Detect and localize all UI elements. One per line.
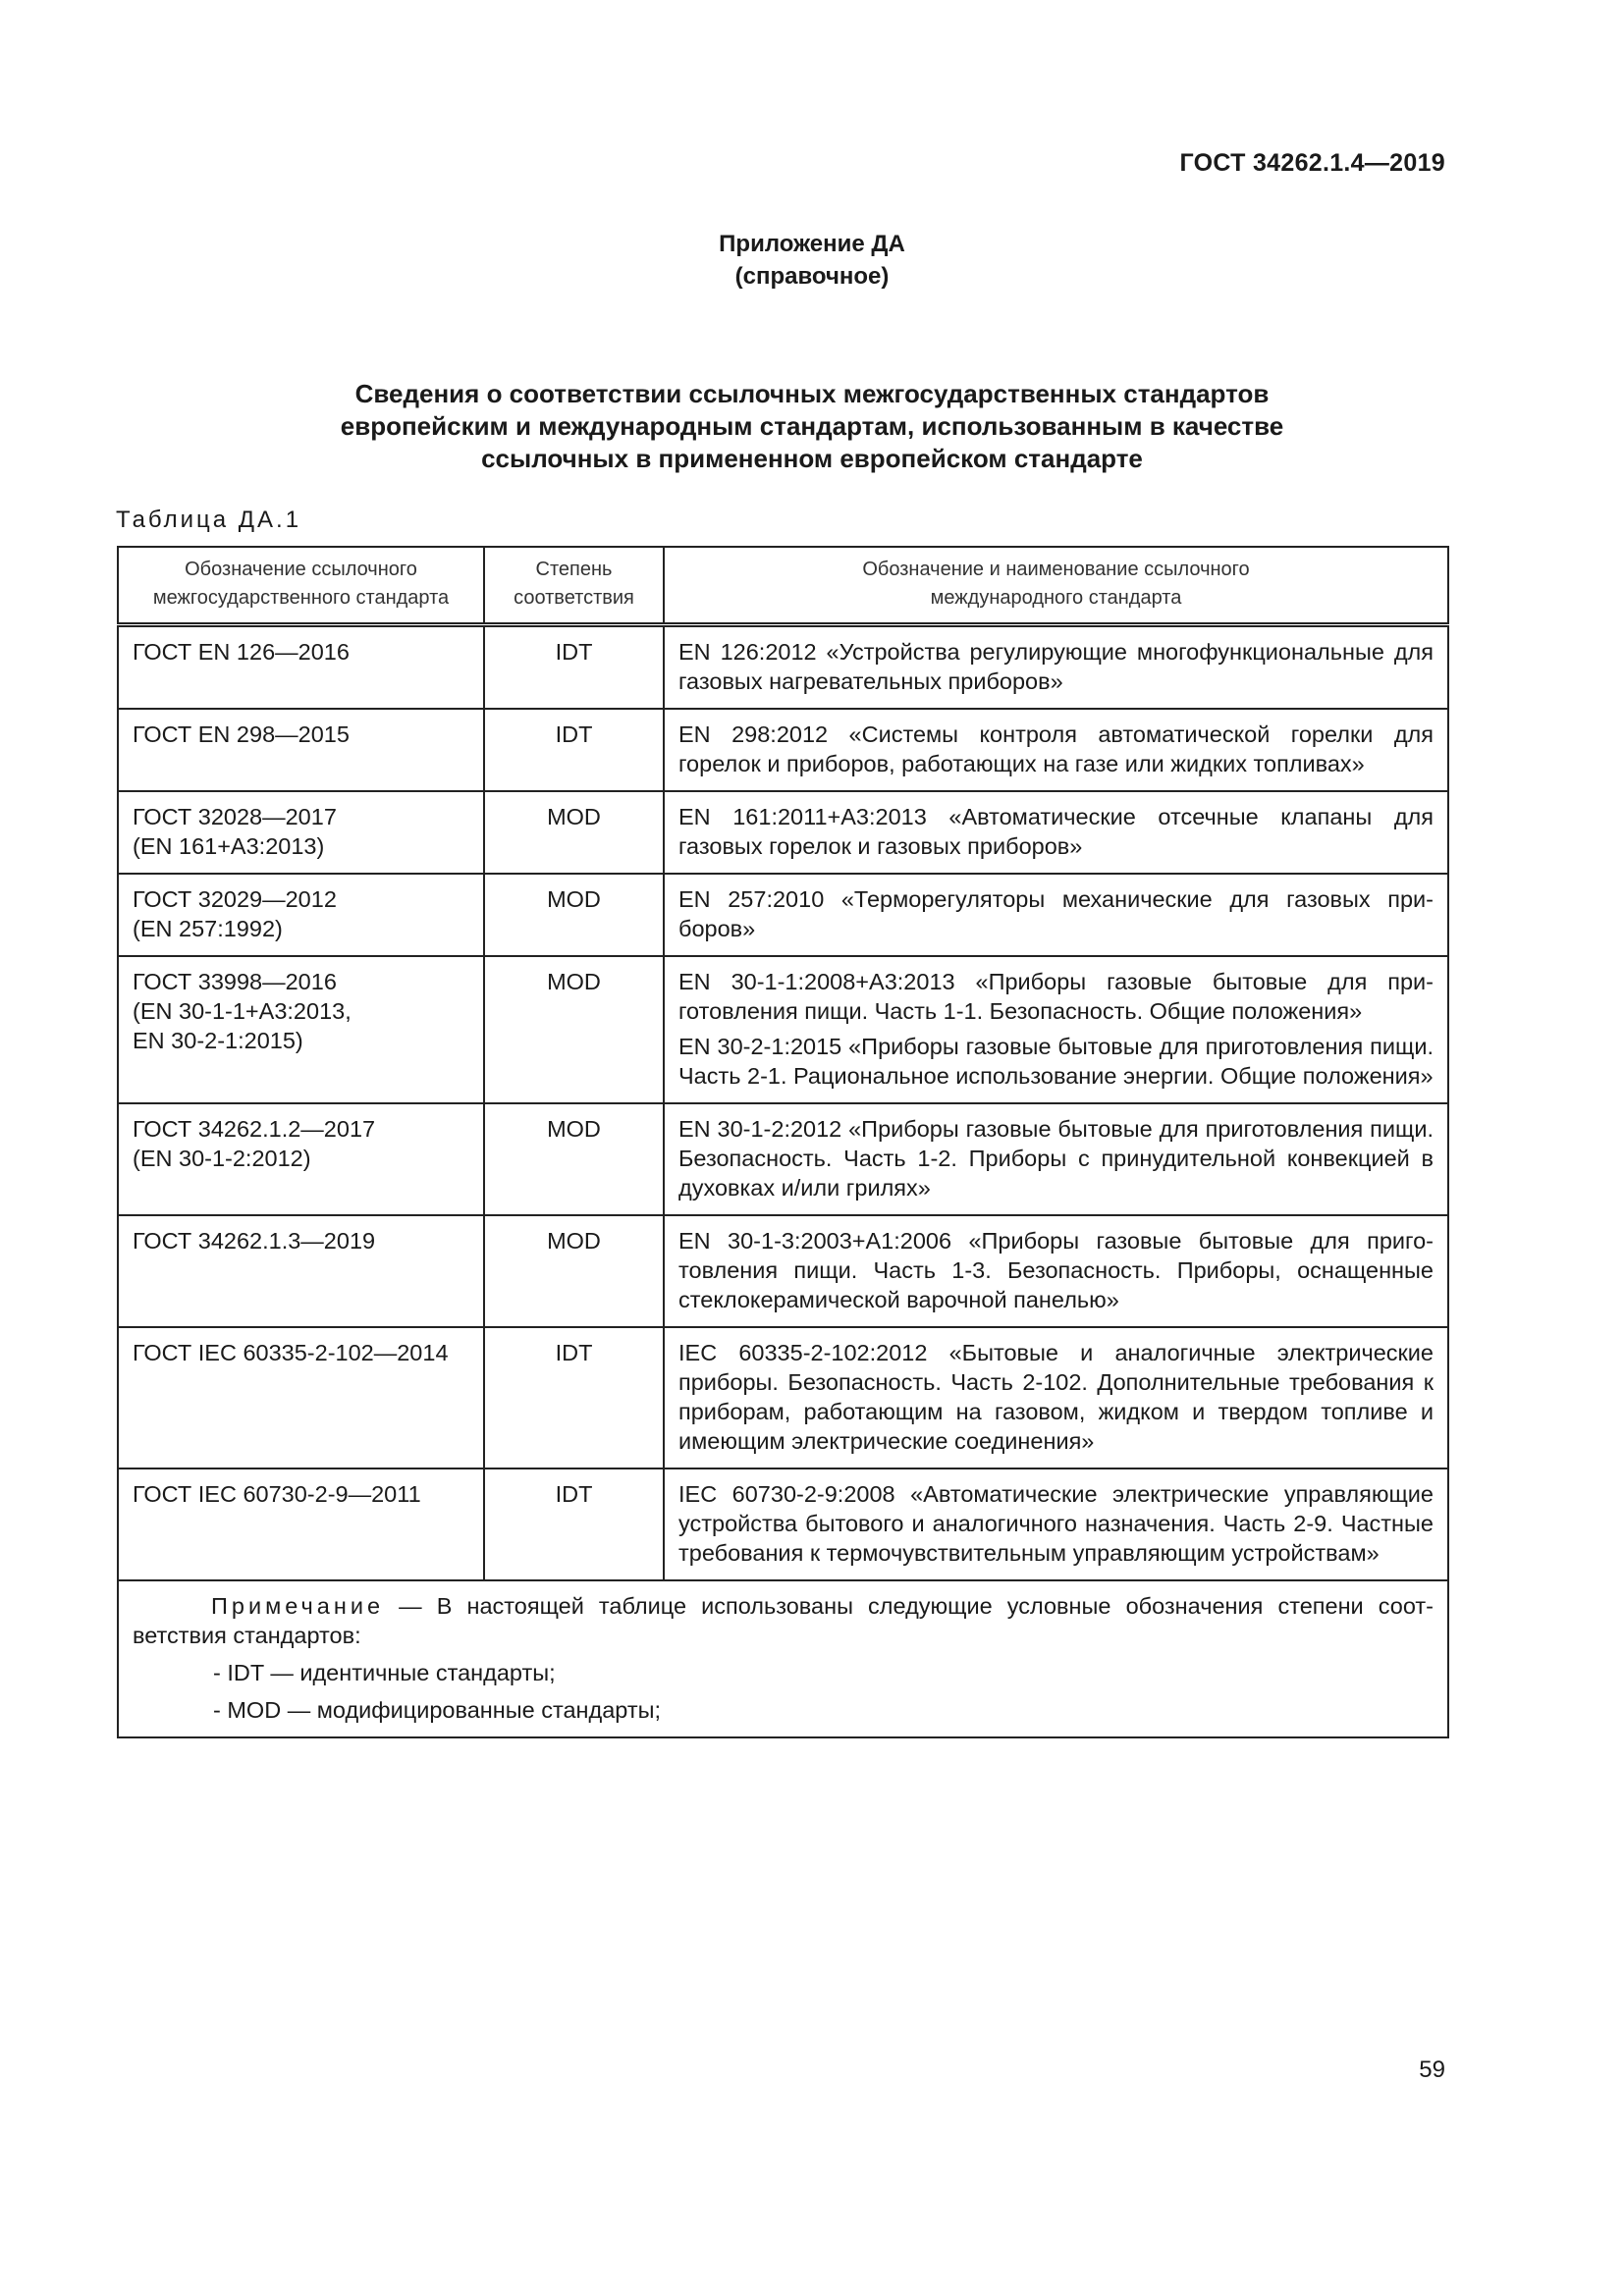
gost-designation-cell xyxy=(118,625,484,710)
degree-cell: IDT xyxy=(484,1468,664,1580)
international-standard-cell xyxy=(664,874,1448,956)
international-standard-text: IEC 60335-2-102:2012 «Бытовые и аналогичные электрические приборы. Безопасность. Часть 2-102. Дополнительные требования к приборам, работающим на газовом, жидком и твердом топливе и имеющим электрические соединения» xyxy=(678,1340,1434,1454)
header-international-standard: Обозначение и наименование ссылочного международного стандарта xyxy=(664,547,1448,625)
degree-cell: IDT xyxy=(484,709,664,791)
section-title-line: Сведения о соответствии ссылочных межгосударственных стандартов xyxy=(354,379,1270,408)
table-row xyxy=(118,956,1448,1103)
table-row xyxy=(118,709,1448,791)
annex-subtitle: (справочное) xyxy=(734,263,890,290)
header-degree: Степень соответствия xyxy=(484,547,664,625)
table-row xyxy=(118,1103,1448,1215)
annex-heading xyxy=(0,228,1624,293)
international-standard-text: EN 30-1-3:2003+A1:2006 «Приборы газовые бытовые для приготовления пищи. Часть 1-3. Безопасность. Приборы, оснащенные стеклокерамической варочной панелью» xyxy=(678,1228,1434,1312)
section-title-line: европейским и международным стандартам, использованным в качестве xyxy=(340,411,1284,441)
degree-cell: MOD xyxy=(484,1215,664,1327)
gost-designation-cell xyxy=(118,1468,484,1580)
international-standard-text: EN 126:2012 «Устройства регулирующие многофункциональные для газовых нагревательных приборов» xyxy=(678,639,1434,694)
gost-designation: ГОСТ EN 126—2016 xyxy=(133,639,350,665)
international-standard-cell xyxy=(664,1468,1448,1580)
international-standard-cell xyxy=(664,1215,1448,1327)
table-row xyxy=(118,874,1448,956)
table-row xyxy=(118,1327,1448,1468)
section-title-line: ссылочных в примененном европейском стандарте xyxy=(481,444,1143,473)
header-gost-designation: Обозначение ссылочного межгосударственного стандарта xyxy=(118,547,484,625)
note-item: - MOD — модифицированные стандарты; xyxy=(213,1697,662,1723)
international-standard-text: IEC 60730-2-9:2008 «Автоматические электрические управляющие устройства бытового и аналогичного назначения. Часть 2-9. Частные требования к термочувствительным управляющим устройствам» xyxy=(678,1481,1434,1566)
gost-designation: ГОСТ 32028—2017 xyxy=(133,804,337,829)
gost-designation-cell xyxy=(118,1103,484,1215)
international-standard-cell xyxy=(664,956,1448,1103)
gost-designation: ГОСТ 33998—2016 xyxy=(133,969,337,994)
degree-cell: MOD xyxy=(484,1103,664,1215)
gost-designation-cell xyxy=(118,709,484,791)
international-standard-cell xyxy=(664,1327,1448,1468)
international-standard-cell xyxy=(664,625,1448,710)
table-header-row xyxy=(118,547,1448,625)
table-note xyxy=(118,1580,1448,1737)
gost-designation: (EN 30-1-1+A3:2013, xyxy=(133,998,352,1024)
degree-cell: MOD xyxy=(484,791,664,874)
note-label: Примечание xyxy=(211,1593,385,1619)
international-standard-cell xyxy=(664,709,1448,791)
table-caption: Таблица ДА.1 xyxy=(116,507,302,533)
gost-designation-cell xyxy=(118,1215,484,1327)
gost-designation: ГОСТ 34262.1.3—2019 xyxy=(133,1228,376,1254)
international-standard-text: EN 161:2011+A3:2013 «Автоматические отсечные клапаны для газовых горелок и газовых приборов» xyxy=(678,804,1434,859)
note-item: - IDT — идентичные стандарты; xyxy=(213,1660,556,1685)
table-row xyxy=(118,791,1448,874)
international-standard-text: EN 298:2012 «Системы контроля автоматической горелки для горелок и приборов, работающих на газе или жидких топливах» xyxy=(678,721,1434,776)
section-title xyxy=(0,378,1624,475)
table-body xyxy=(118,625,1448,1581)
table-row xyxy=(118,1215,1448,1327)
gost-designation: EN 30-2-1:2015) xyxy=(133,1028,303,1053)
document-code: ГОСТ 34262.1.4—2019 xyxy=(1179,149,1445,177)
gost-designation: ГОСТ IEC 60730-2-9—2011 xyxy=(133,1481,421,1507)
page-number: 59 xyxy=(1419,2056,1445,2083)
reference-table xyxy=(117,546,1449,1738)
degree-cell: MOD xyxy=(484,874,664,956)
international-standard-cell xyxy=(664,791,1448,874)
gost-designation: (EN 161+A3:2013) xyxy=(133,833,325,859)
annex-title: Приложение ДА xyxy=(719,231,905,257)
gost-designation: (EN 30-1-2:2012) xyxy=(133,1146,311,1171)
international-standard-text: EN 30-1-2:2012 «Приборы газовые бытовые для приготовления пищи. Безопасность. Часть 1-2. Приборы с принудительной конвекцией в духовках и/или грилях» xyxy=(678,1116,1434,1201)
international-standard-cell xyxy=(664,1103,1448,1215)
international-standard-text: EN 257:2010 «Терморегуляторы механические для газовых приборов» xyxy=(678,886,1434,941)
note-intro-text: — В настоящей таблице использованы следующие условные обозначения степени соответствия стандартов: xyxy=(133,1593,1434,1648)
degree-cell: IDT xyxy=(484,625,664,710)
table-row xyxy=(118,1468,1448,1580)
gost-designation-cell xyxy=(118,791,484,874)
gost-designation-cell xyxy=(118,874,484,956)
table-note-row xyxy=(118,1580,1448,1737)
gost-designation-cell xyxy=(118,956,484,1103)
international-standard-text: EN 30-1-1:2008+A3:2013 «Приборы газовые бытовые для приготовления пищи. Часть 1-1. Безопасность. Общие положения» xyxy=(678,969,1434,1024)
international-standard-text: EN 30-2-1:2015 «Приборы газовые бытовые для приготовления пищи. Часть 2-1. Рациональное использование энергии. Общие положения» xyxy=(678,1034,1434,1089)
gost-designation-cell xyxy=(118,1327,484,1468)
gost-designation: ГОСТ 32029—2012 xyxy=(133,886,337,912)
degree-cell: MOD xyxy=(484,956,664,1103)
gost-designation: ГОСТ IEC 60335-2-102—2014 xyxy=(133,1340,449,1365)
table-row xyxy=(118,625,1448,710)
gost-designation: ГОСТ 34262.1.2—2017 xyxy=(133,1116,376,1142)
gost-designation: (EN 257:1992) xyxy=(133,916,283,941)
gost-designation: ГОСТ EN 298—2015 xyxy=(133,721,350,747)
degree-cell: IDT xyxy=(484,1327,664,1468)
